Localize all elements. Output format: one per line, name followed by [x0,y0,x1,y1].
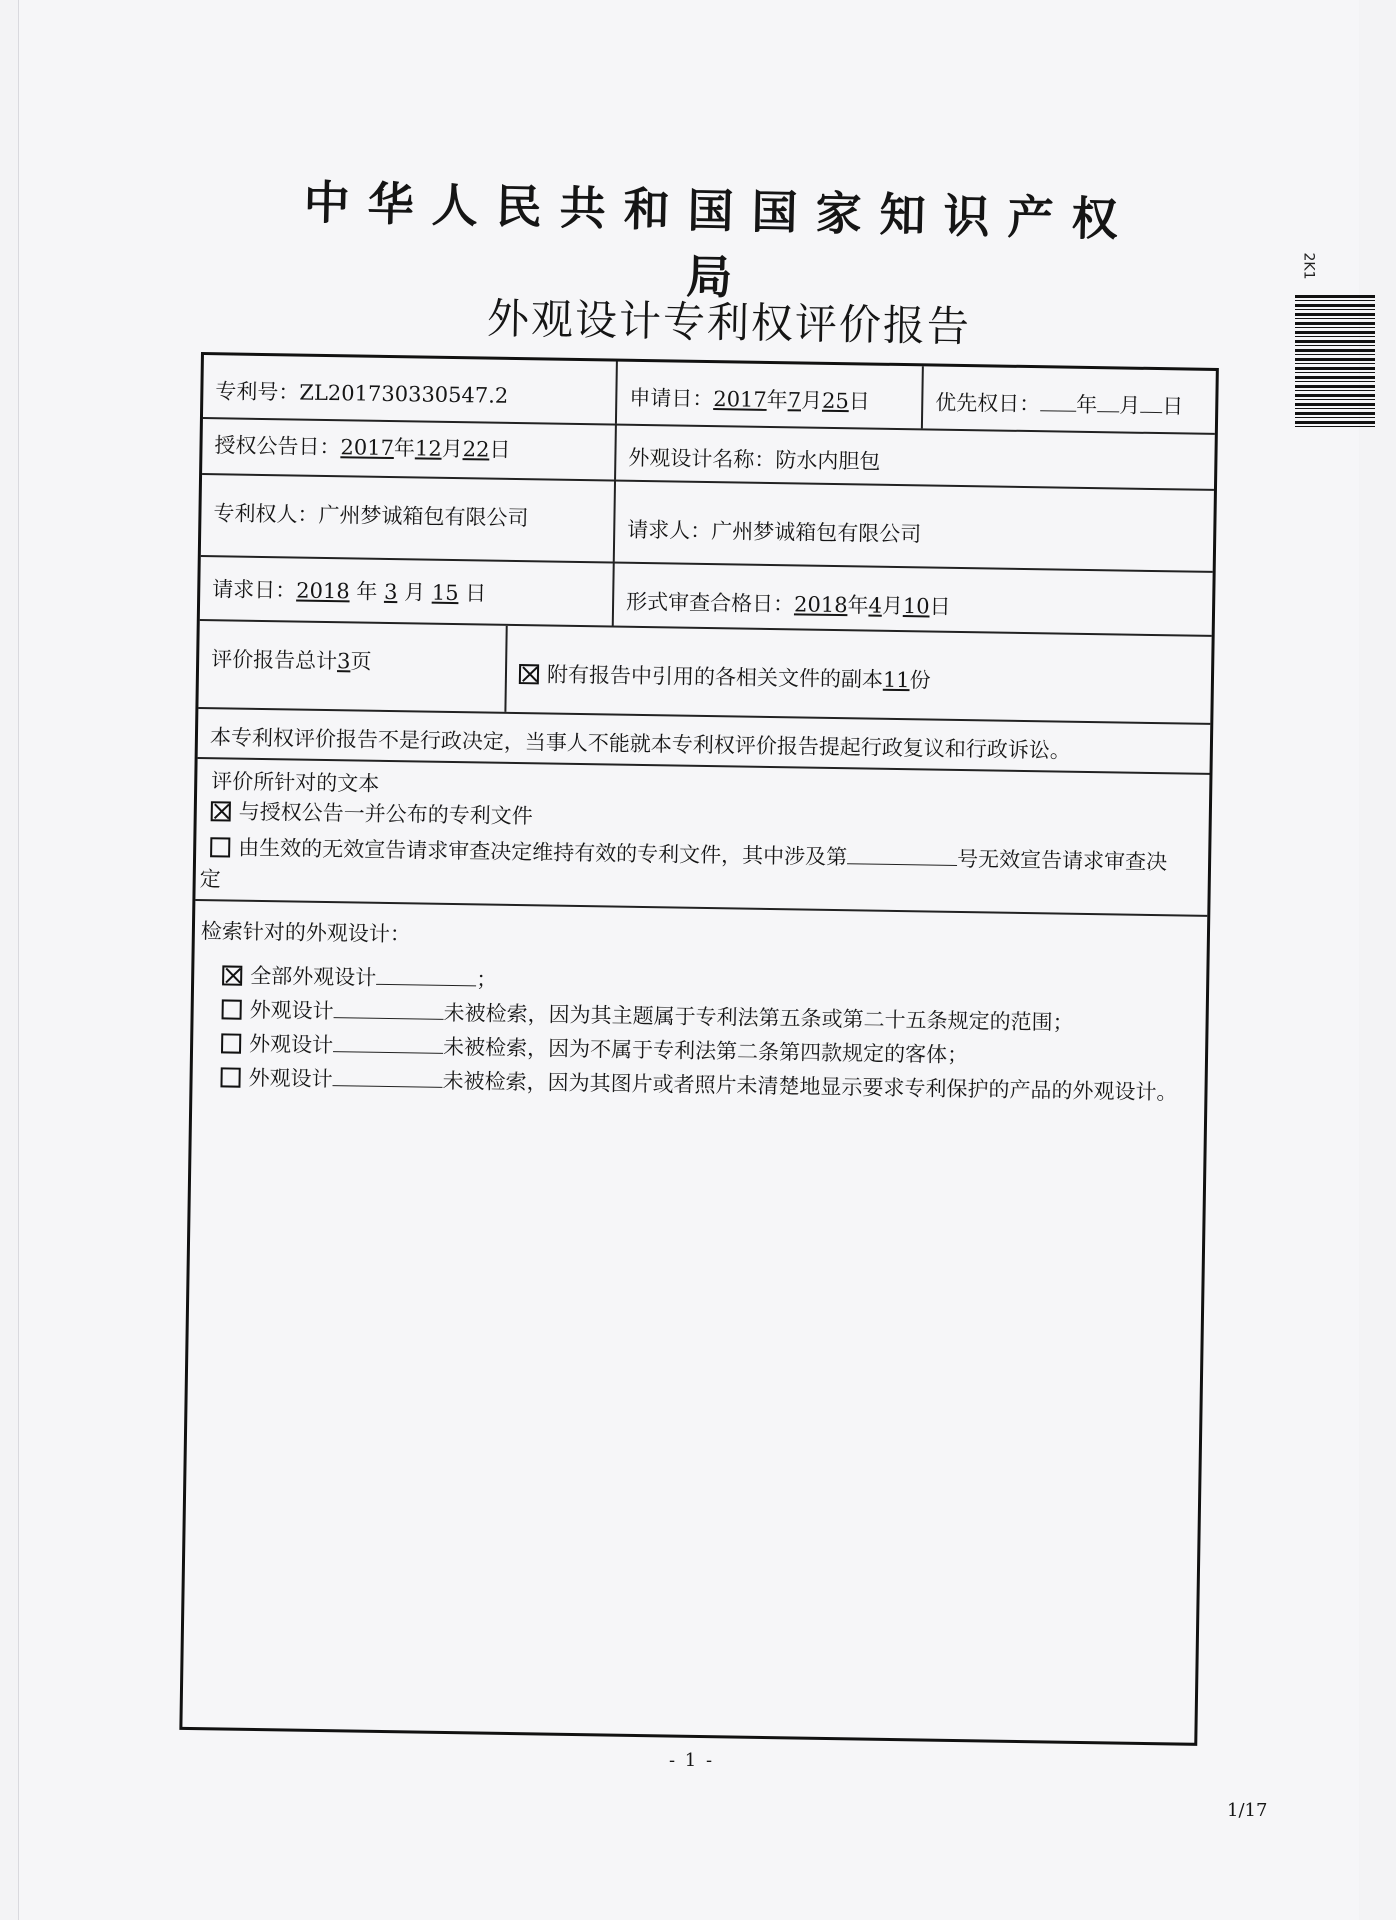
barcode-icon [1295,295,1375,430]
request-date-year: 2018 [296,578,350,604]
form-row-parties [201,475,1214,573]
evaluated-option-2-label: 由生效的无效宣告请求审查决定维持有效的专利文件，其中涉及第 [238,835,848,870]
total-pages-label: 评价报告总计 [210,647,338,674]
request-date-month: 3 [383,579,398,605]
formal-exam-year: 2018 [793,592,848,618]
attachments-count: 11 [882,667,910,693]
search-scope-heading: 检索针对的外观设计： [200,919,412,947]
patentee-value: 广州梦诚箱包有限公司 [318,502,529,531]
total-pages-count: 3 [336,649,351,674]
evaluated-option-2-checkbox[interactable] [210,837,230,857]
search-option-b: 外观设计 未被检索，因为不属于专利法第二条第四款规定的客体； [221,1027,968,1069]
grant-date-day: 22 [462,437,490,462]
priority-date-label: 优先权日： [935,390,1041,417]
formal-exam-day: 10 [902,594,930,619]
attachments-label: 附有报告中引用的各相关文件的副本 [546,662,884,692]
evaluated-option-2-wrap: 定 [199,867,221,892]
search-option-all: 全部外观设计 ； [222,959,497,993]
search-option-c: 外观设计 未被检索，因为其图片或者照片未清楚地显示要求专利保护的产品的外观设计。 [220,1061,1177,1106]
evaluated-option-2 [210,831,1167,876]
evaluated-option-1-checkbox[interactable] [211,801,231,821]
form-row-pages [198,621,1211,725]
form-row-evaluated-text [195,759,1209,917]
design-name-label: 外观设计名称： [628,445,776,473]
document-sheet [18,0,1359,1920]
application-date-year: 2017 [713,387,767,412]
design-name-value: 防水内胆包 [775,448,881,474]
design-name-cell [614,426,1215,489]
patent-no-cell [203,355,616,423]
requester-cell [613,482,1214,571]
search-option-all-checkbox[interactable] [222,965,242,985]
total-pages-cell: 评价报告总计3页 [210,647,372,674]
search-option-a-checkbox[interactable] [222,999,242,1019]
report-form [179,352,1219,1746]
search-option-c-label: 未被检索，因为其图片或者照片未清楚地显示要求专利保护的产品的外观设计。 [442,1068,1178,1105]
request-date-day: 15 [431,580,459,606]
grant-date-month: 12 [414,436,442,461]
grant-date-cell: 授权公告日：2017年12月22日 [214,433,511,462]
application-date-label: 申请日： [629,385,714,412]
formal-exam-cell: 形式审查合格日：2018年4月10日 [612,563,1213,634]
barcode-label: 2K1 [1300,252,1317,280]
requester-label: 请求人： [627,517,712,544]
search-option-b-checkbox[interactable] [221,1033,241,1053]
search-option-c-checkbox[interactable] [220,1067,240,1087]
search-option-a: 外观设计 未被检索，因为其主题属于专利法第五条或第二十五条规定的范围； [221,993,1073,1036]
requester-value: 广州梦诚箱包有限公司 [711,519,922,547]
search-scope-section [191,901,1208,1217]
grant-date-year: 2017 [340,435,395,461]
patentee-label: 专利权人： [213,501,319,527]
search-option-a-label: 未被检索，因为其主题属于专利法第五条或第二十五条规定的范围； [443,1000,1074,1035]
search-option-b-label: 未被检索，因为不属于专利法第二条第四款规定的客体； [442,1034,969,1068]
patent-no-label: 专利号： [215,379,300,405]
patent-no-value: ZL201730330547.2 [299,380,509,408]
search-option-all-label: 全部外观设计 [250,963,377,990]
office-title: 中华人民共和国国家知识产权局 [303,175,1137,305]
request-date-label: 请求日： [212,577,297,603]
report-title: 外观设计专利权评价报告 [486,293,972,352]
request-date-cell: 请求日：2018 年 3 月 15 日 [212,577,487,606]
attachments-cell: 附有报告中引用的各相关文件的副本11份 [504,626,1211,723]
application-date-cell: 申请日：2017年7月25日 [615,362,922,429]
grant-date-label: 授权公告日： [214,433,341,460]
formal-exam-label: 形式审查合格日： [625,589,795,617]
evaluated-text-heading: 评价所针对的文本 [211,769,380,796]
patentee-cell [201,475,614,561]
application-date-day: 25 [821,388,850,414]
evaluated-option-2-suffix: 号无效宣告请求审查决 [956,846,1168,875]
attachments-checkbox[interactable] [519,664,539,684]
page-count: 1/17 [1227,1800,1268,1821]
evaluated-option-1-label: 与授权公告一并公布的专利文件 [238,799,533,829]
priority-date-cell: 优先权日： 年 月 日 [921,366,1216,433]
legal-notice: 本专利权评价报告不是行政决定，当事人不能就本专利权评价报告提起行政复议和行政诉讼。 [209,725,1072,763]
evaluated-option-1 [211,795,533,830]
formal-exam-month: 4 [868,593,883,618]
application-date-month: 7 [787,388,802,413]
page-number: - 1 - [669,1750,715,1771]
